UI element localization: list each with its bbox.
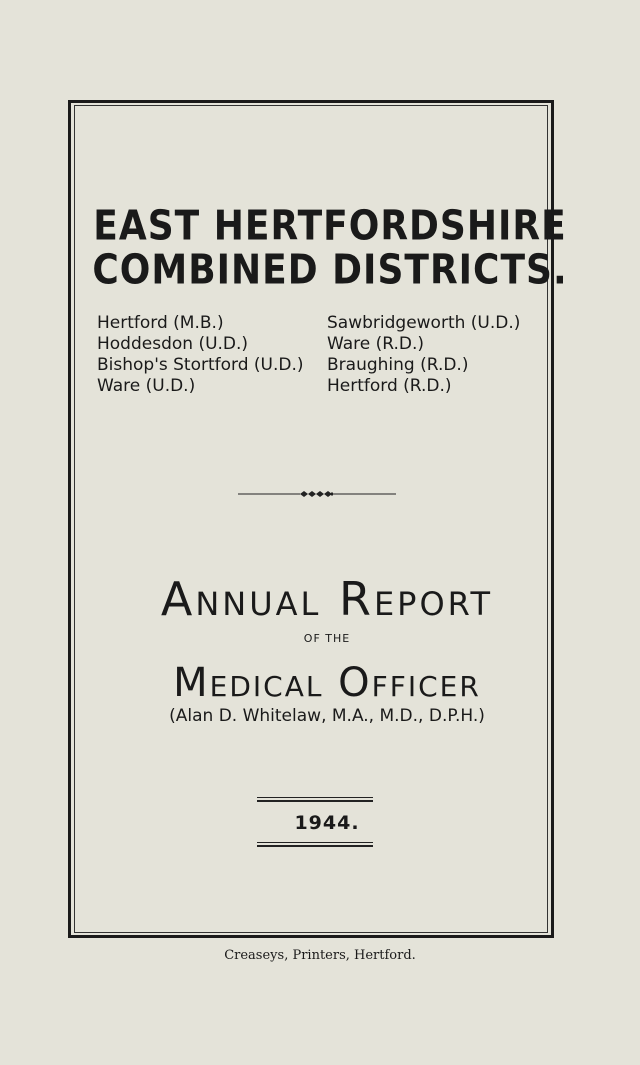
district-item: Hertford (M.B.) xyxy=(97,313,224,333)
ornament-divider xyxy=(238,490,396,498)
district-item: Ware (R.D.) xyxy=(327,334,424,354)
year-rule-bottom xyxy=(257,842,373,847)
district-item: Bishop's Stortford (U.D.) xyxy=(97,355,304,375)
year-rule-top xyxy=(257,797,373,802)
report-year: 1944. xyxy=(294,812,360,834)
title-line-1: EAST HERTFORDSHIRE xyxy=(93,202,567,251)
district-item: Sawbridgeworth (U.D.) xyxy=(327,313,521,333)
district-item: Ware (U.D.) xyxy=(97,376,196,396)
district-item: Hertford (R.D.) xyxy=(327,376,452,396)
report-subject: Medical Officer xyxy=(173,660,481,706)
title-line-2: COMBINED DISTRICTS. xyxy=(92,246,568,295)
report-connector: OF THE xyxy=(303,632,351,645)
district-item: Hoddesdon (U.D.) xyxy=(97,334,249,354)
district-item: Braughing (R.D.) xyxy=(327,355,469,375)
report-heading: Annual Report xyxy=(160,572,494,626)
report-author: (Alan D. Whitelaw, M.A., M.D., D.P.H.) xyxy=(169,706,485,726)
printer-credit: Creaseys, Printers, Hertford. xyxy=(224,948,416,963)
district-column-right xyxy=(327,313,520,397)
district-column-left xyxy=(97,313,304,397)
